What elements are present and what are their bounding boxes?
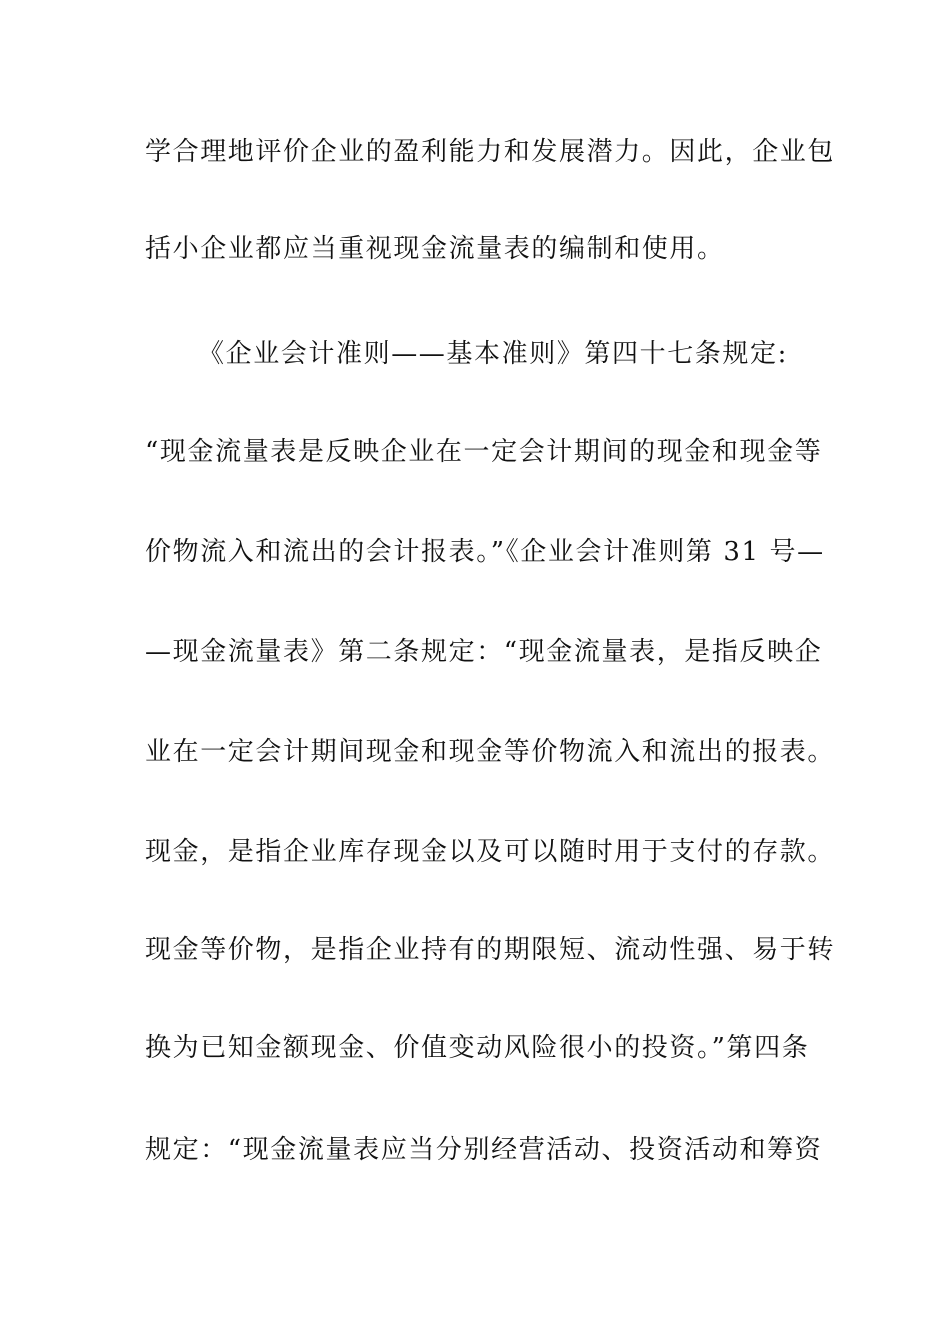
text-line-4: “现金流量表是反映企业在一定会计期间的现金和现金等: [145, 437, 823, 467]
text-line-5: 价物流入和流出的会计报表。”《企业会计准则第 31 号—: [145, 537, 825, 567]
text-line-3: 《企业会计准则——基本准则》第四十七条规定:: [198, 339, 788, 369]
text-line-8: 现金，是指企业库存现金以及可以随时用于支付的存款。: [145, 837, 836, 867]
text-line-6: —现金流量表》第二条规定：“现金流量表，是指反映企: [145, 637, 823, 667]
text-line-1: 学合理地评价企业的盈利能力和发展潜力。因此，企业包: [145, 137, 836, 167]
text-line-2: 括小企业都应当重视现金流量表的编制和使用。: [145, 234, 725, 264]
text-line-9: 现金等价物，是指企业持有的期限短、流动性强、易于转: [145, 935, 836, 965]
text-line-10: 换为已知金额现金、价值变动风险很小的投资。”第四条: [145, 1033, 810, 1063]
text-line-11: 规定：“现金流量表应当分别经营活动、投资活动和筹资: [145, 1135, 823, 1165]
text-line-7: 业在一定会计期间现金和现金等价物流入和流出的报表。: [145, 737, 836, 767]
